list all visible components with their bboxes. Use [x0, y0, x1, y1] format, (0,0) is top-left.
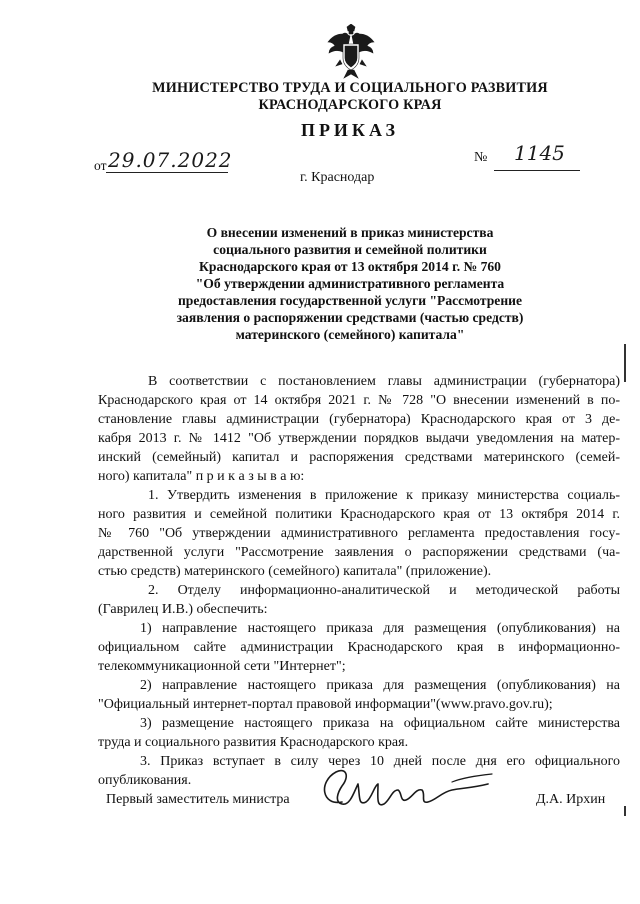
body-line: 2) направление настоящего приказа для размещения (опубликования) на [140, 678, 620, 693]
body-line: 1) направление настоящего приказа для размещения (опубликования) на [140, 621, 620, 636]
body-line: телекоммуникационной сети "Интернет"; [98, 659, 346, 674]
document-type-heading: ПРИКАЗ [300, 120, 400, 140]
body-line: стью средств) материнского (семейного) капитала" (приложение). [98, 564, 492, 579]
body-line: В соответствии с постановлением главы администрации (губернатора) [148, 374, 620, 389]
title-line: предоставления государственной услуги "Рассмотрение [177, 293, 523, 308]
ministry-name-line1: МИНИСТЕРСТВО ТРУДА И СОЦИАЛЬНОГО РАЗВИТИЯ [152, 80, 548, 96]
scan-artifact [624, 806, 626, 816]
body-line: дарственной услуги "Рассмотрение заявления о распоряжении средствами (ча- [98, 545, 620, 560]
handwritten-date: 29.07.2022 [108, 148, 233, 172]
date-underline [106, 172, 228, 173]
coat-of-arms-emblem [326, 24, 376, 80]
body-line: опубликования. [98, 773, 192, 788]
body-line: (Гаврилец И.В.) обеспечить: [98, 602, 268, 617]
number-label: № [474, 150, 488, 165]
body-line: Краснодарского края от 14 октября 2021 г. № 728 "О внесении изменений в по- [98, 393, 620, 408]
handwritten-number: 1145 [514, 141, 565, 165]
body-line: ного развития и семейной политики Краснодарского края от 13 октября 2014 г. [98, 507, 620, 522]
title-line: социального развития и семейной политики [213, 242, 487, 257]
scan-artifact [624, 344, 626, 382]
body-line: становление главы администрации (губернатора) Краснодарского края от 3 де- [98, 412, 620, 427]
ministry-name-line2: КРАСНОДАРСКОГО КРАЯ [258, 97, 442, 113]
handwritten-signature [312, 762, 502, 818]
body-line: инский (семейный) капитал и распоряжения средствами материнского (семей- [98, 450, 620, 465]
body-line: кабря 2013 г. № 1412 "Об утверждении порядков выдачи уведомления на матер- [98, 431, 620, 446]
body-line: ного) капитала" п р и к а з ы в а ю: [98, 469, 305, 484]
title-line: О внесении изменений в приказ министерства [206, 225, 494, 240]
title-line: Краснодарского края от 13 октября 2014 г. № 760 [199, 259, 501, 274]
title-line: заявления о распоряжении средствами (частью средств) [176, 310, 524, 325]
body-line: 3. Приказ вступает в силу через 10 дней после дня его официального [140, 754, 620, 769]
number-underline [494, 170, 580, 171]
title-line: материнского (семейного) капитала" [235, 327, 465, 342]
body-line: труда и социального развития Краснодарского края. [98, 735, 409, 750]
signer-position: Первый заместитель министра [106, 792, 290, 807]
city-label: г. Краснодар [300, 170, 375, 185]
body-line: официальном сайте администрации Краснодарского края в информационно- [98, 640, 620, 655]
body-line: "Официальный интернет-портал правовой информации"(www.pravo.gov.ru); [98, 697, 553, 712]
date-label: от [94, 158, 107, 173]
title-line: "Об утверждении административного регламента [195, 276, 505, 291]
body-line: 3) размещение настоящего приказа на официальном сайте министерства [140, 716, 620, 731]
body-line: 2. Отделу информационно-аналитической и методической работы [148, 583, 620, 598]
body-line: 1. Утвердить изменения в приложение к приказу министерства социаль- [148, 488, 620, 503]
body-line: № 760 "Об утверждении административного регламента предоставления госу- [98, 526, 620, 541]
signee-name: Д.А. Ирхин [536, 792, 606, 807]
